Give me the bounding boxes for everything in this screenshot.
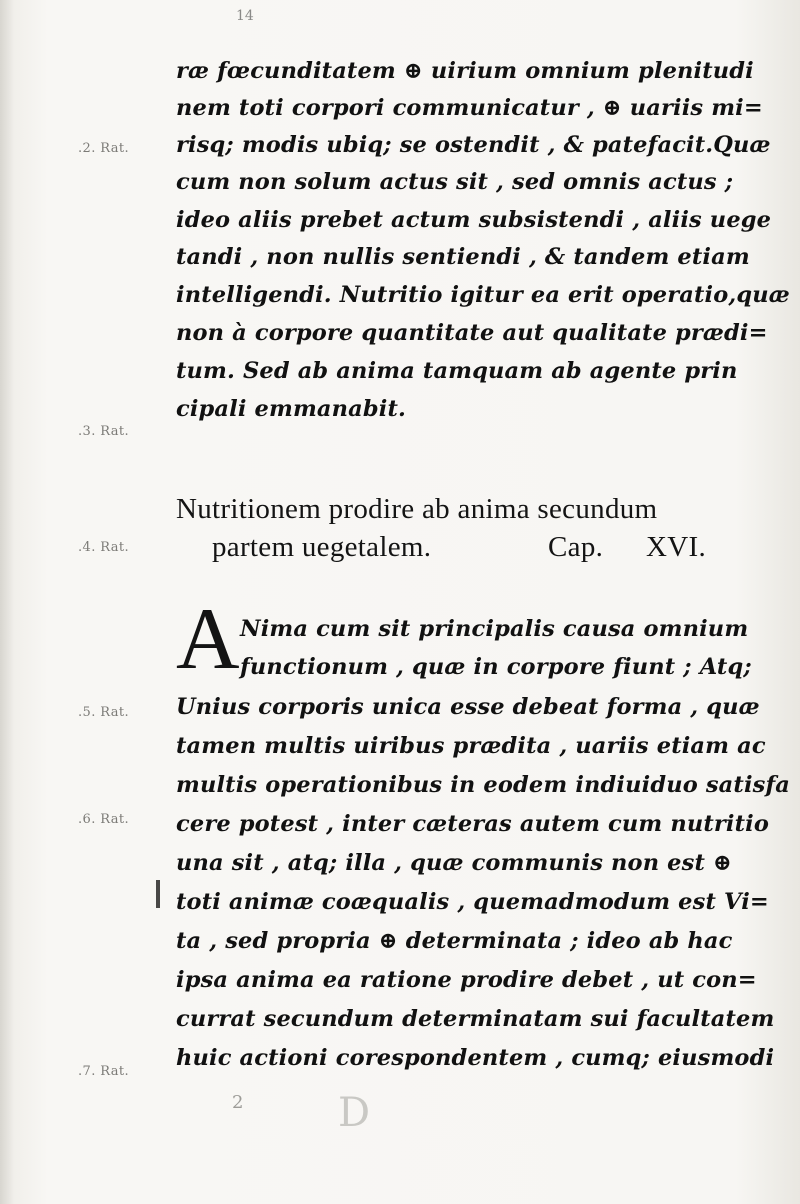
chapter-heading-line-1: Nutritionem prodire ab anima secundum <box>176 493 658 525</box>
body-line: una sit , atq; illa , quæ communis non est ⊕ <box>176 850 732 876</box>
body-line: nem toti corpori communicatur , ⊕ uariis mi= <box>176 95 763 121</box>
body-line: Unius corporis unica esse debeat forma , quæ <box>176 694 760 720</box>
chapter-label: Cap. <box>548 531 604 563</box>
body-line: ræ fœcunditatem ⊕ uirium omnium plenitudi <box>176 58 754 84</box>
body-line: cere potest , inter cæteras autem cum nutritio <box>176 811 769 837</box>
body-line: toti animæ coæqualis , quemadmodum est Vi= <box>176 889 769 915</box>
body-line: ipsa anima ea ratione prodire debet , ut con= <box>176 967 757 993</box>
page-left-edge <box>0 0 14 1204</box>
body-line: cum non solum actus sit , sed omnis actus ; <box>176 169 734 195</box>
body-line: huic actioni corespondentem , cumq; eiusmodi <box>176 1045 775 1071</box>
body-line: Nima cum sit principalis causa omnium <box>240 616 749 642</box>
body-line: currat secundum determinatam sui facultatem <box>176 1006 775 1032</box>
margin-note: .4. Rat. <box>78 540 130 555</box>
page-number-mark: 14 <box>236 8 254 24</box>
body-line: cipali emmanabit. <box>176 396 406 422</box>
bleed-number: 2 <box>232 1092 244 1113</box>
margin-note: .5. Rat. <box>78 705 130 720</box>
body-line: tandi , non nullis sentiendi , & tandem etiam <box>176 244 750 270</box>
body-line: tum. Sed ab anima tamquam ab agente prin <box>176 358 738 384</box>
body-line: intelligendi. Nutritio igitur ea erit operatio,quæ <box>176 282 790 308</box>
body-line: ideo aliis prebet actum subsistendi , aliis uege <box>176 207 772 233</box>
body-line: multis operationibus in eodem indiuiduo satisfa <box>176 772 791 798</box>
body-line: risq; modis ubiq; se ostendit , & patefacit.Quæ <box>176 132 771 158</box>
body-line: functionum , quæ in corpore fiunt ; Atq; <box>240 654 752 680</box>
margin-rule-mark <box>156 880 160 908</box>
margin-note: .3. Rat. <box>78 424 130 439</box>
margin-note: .6. Rat. <box>78 812 130 827</box>
body-line: tamen multis uiribus prædita , uariis etiam ac <box>176 733 766 759</box>
bleed-letter: D <box>338 1090 371 1136</box>
body-line: non à corpore quantitate aut qualitate prædi= <box>176 320 768 346</box>
drop-cap: A <box>176 591 240 688</box>
margin-note: .7. Rat. <box>78 1064 130 1079</box>
chapter-heading-line-2: partem uegetalem. <box>212 531 432 563</box>
body-line: ta , sed propria ⊕ determinata ; ideo ab hac <box>176 928 733 954</box>
chapter-number: XVI. <box>646 531 706 563</box>
margin-note: .2. Rat. <box>78 141 130 156</box>
